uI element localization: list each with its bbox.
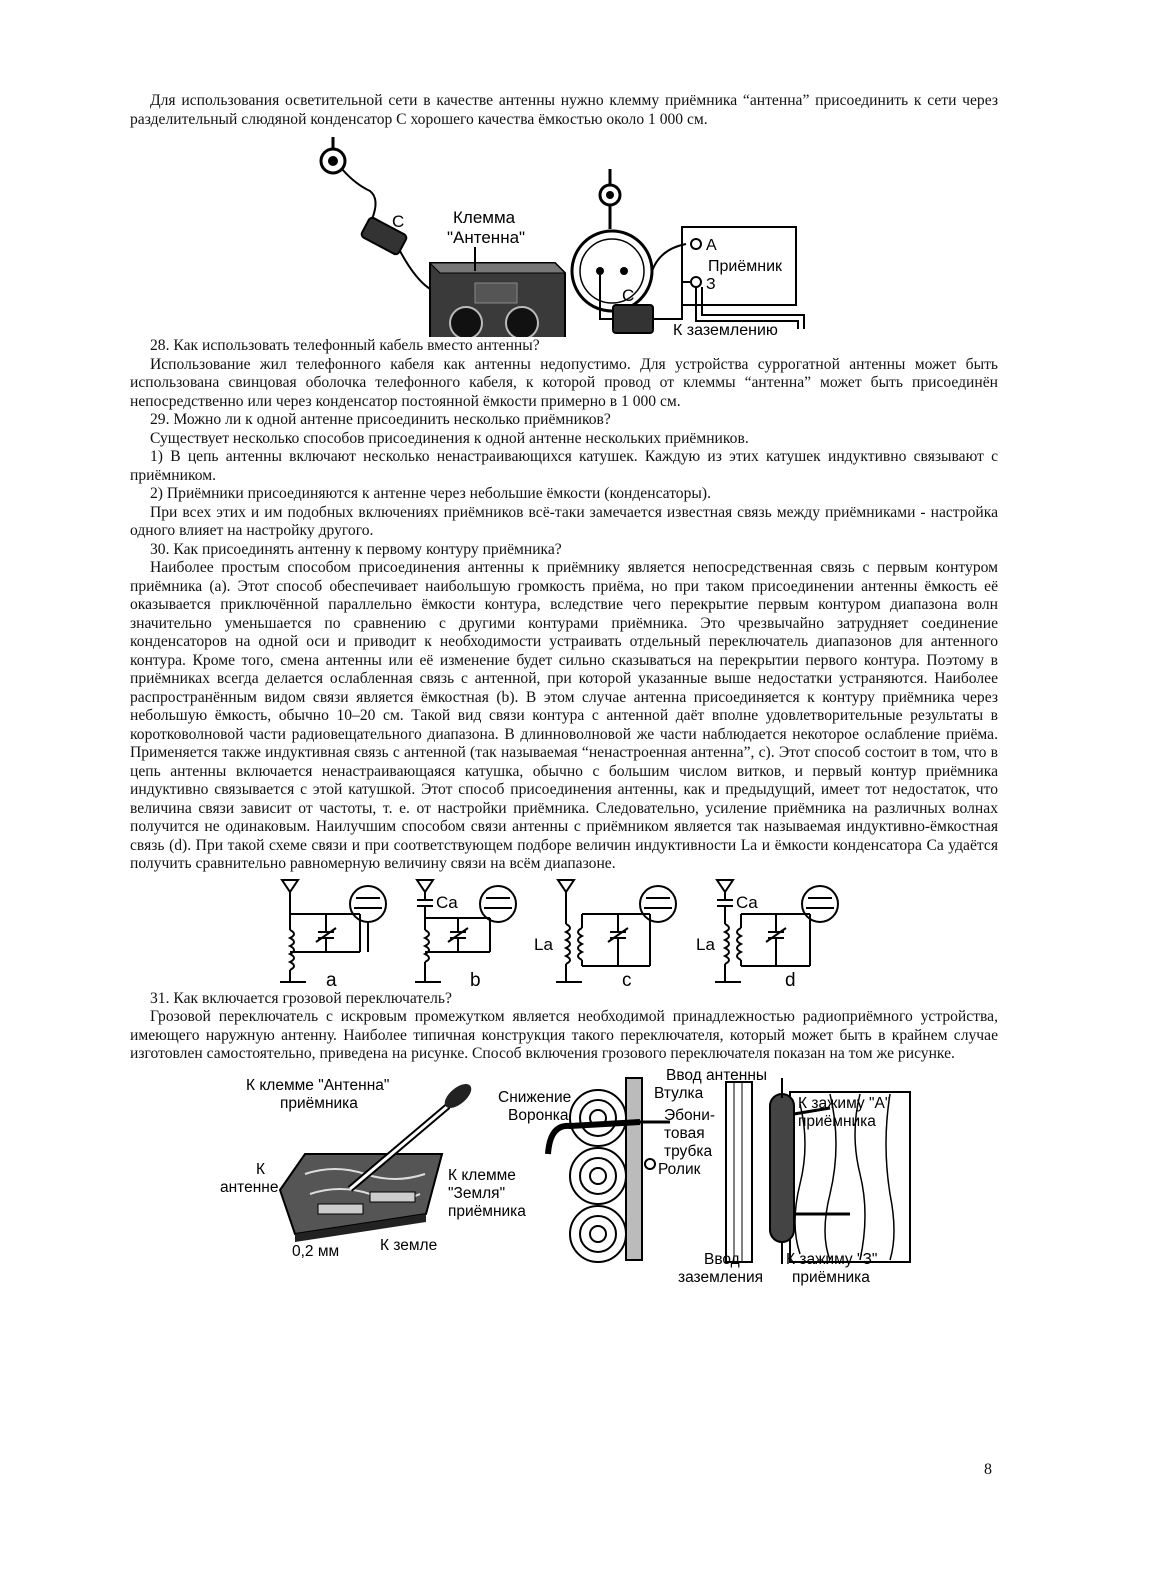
label-ground-entry-2: заземления — [678, 1268, 764, 1286]
page-number: 8 — [984, 1461, 992, 1478]
label-scheme-b: b — [470, 969, 481, 990]
figure-3-drawing — [130, 1064, 998, 1296]
lamp-socket-right — [600, 169, 620, 229]
question-29: 29. Можно ли к одной антенне присоединить несколько приёмников? — [150, 411, 611, 428]
scheme-c — [556, 880, 676, 982]
label-z: З — [706, 276, 716, 293]
label-to-antenna-2: антенне — [220, 1178, 279, 1196]
label-ebonite-2: товая — [664, 1124, 705, 1142]
label-to-ground-terminal-3: приёмника — [448, 1202, 526, 1220]
label-to-clamp-z-2: приёмника — [792, 1268, 870, 1286]
page-content — [130, 92, 998, 1296]
question-31: 31. Как включается грозовой переключатель? — [150, 989, 452, 1007]
scheme-d — [715, 880, 838, 982]
answer-29-item-1: 1) В цепь антенны включают несколько ненастраивающихся катушек. Каждую из этих катушек индуктивно связывают с приёмником. — [130, 448, 998, 484]
question-30: 30. Как присоединять антенну к первому контуру приёмника? — [150, 540, 562, 558]
label-ca-d: Ca — [736, 892, 758, 912]
label-scheme-d: d — [785, 969, 796, 990]
scheme-b — [415, 880, 516, 982]
figure-2-drawing — [130, 874, 998, 990]
label-ca-b: Ca — [436, 892, 458, 912]
label-c-left: С — [392, 212, 405, 231]
label-gap: 0,2 мм — [292, 1242, 340, 1260]
lamp-socket-left — [321, 137, 345, 173]
label-scheme-c: c — [622, 969, 632, 990]
scheme-a — [280, 880, 386, 982]
answer-29-item-2: 2) Приёмники присоединяются к антенне через небольшие ёмкости (конденсаторы). — [150, 485, 711, 502]
label-downlead: Снижение — [498, 1088, 572, 1106]
label-funnel: Воронка — [508, 1106, 569, 1124]
label-to-clamp-a-2: приёмника — [798, 1112, 876, 1130]
label-c-right: С — [622, 286, 635, 305]
label-roller: Ролик — [658, 1160, 701, 1178]
label-to-antenna-terminal-1: К клемме "Антенна" — [246, 1076, 390, 1094]
wall-outlet — [572, 231, 652, 311]
label-ebonite-3: трубка — [664, 1142, 713, 1160]
label-to-ground-terminal-2: "Земля" — [448, 1184, 506, 1202]
label-klemma-1: Клемма — [453, 208, 516, 227]
label-antenna-entry: Ввод антенны — [666, 1066, 768, 1084]
label-to-clamp-z-1: К зажиму "З" — [786, 1250, 878, 1268]
receiver-box-left — [430, 263, 565, 337]
capacitor-c-right — [613, 305, 653, 333]
answer-28: Использование жил телефонного кабеля как антенны недопустимо. Для устройства суррогатной антенны может быть использована свинцовая оболочка телефонного кабеля, к которой провод от клеммы “антенна” может быть присоединён непосредственно или через конденсатор постоянной ёмкости примерно в 1 000 см. — [130, 355, 998, 410]
answer-29-intro: Существует несколько способов присоединения к одной антенне нескольких приёмников. — [150, 429, 749, 447]
figure-lighting-network-antenna — [130, 129, 998, 337]
label-receiver: Приёмник — [708, 258, 783, 275]
intro-paragraph: Для использования осветительной сети в качестве антенны нужно клемму приёмника “антенна” присоединить к сети через разделительный слюдяной конденсатор С хорошего качества ёмкостью около 1 000 см. — [130, 92, 998, 128]
label-ground-entry-1: Ввод — [704, 1250, 740, 1268]
figure-lightning-switch — [130, 1064, 998, 1296]
label-to-antenna-terminal-2: приёмника — [280, 1094, 358, 1112]
label-to-clamp-a-1: К зажиму "А" — [798, 1094, 891, 1112]
answer-30: Наиболее простым способом присоединения антенны к приёмнику является непосредственная связь с первым контуром приёмника (a). Этот способ обеспечивает наибольшую громкость приёма, но при таком присоединении антенны ёмкость её оказывается приключённой параллельно ёмкости контура, вследствие чего перекрытие первым контуром диапазона волн значительно уменьшается по сравнению с другими контурами приёмника. Это чрезвычайно затрудняет соединение конденсаторов на одной оси и приводит к необходимости устраивать отдельный переключатель диапазонов для антенного контура. Кроме того, смена антенны или её изменение будет сильно сказываться на перекрытии первого контура. Поэтому в приёмниках всегда делается ослабленная связь с антенной, при которой указанные выше недостатки устраняются. Наиболее распространённым видом связи является ёмкостная (b). В этом случае антенна присоединяется к контуру приёмника через небольшую ёмкость, обычно 10–20 см. Такой вид связи контура с антенной даёт вполне удовлетворительные результаты в коротковолновой части радиовещательного диапазона. В длинноволновой же части наблюдается некоторое ослабление приёма. Применяется также индуктивная связь с антенной (так называемая “ненастроенная антенна”, c). Этот способ состоит в том, что в цепь антенны включается ненастраивающаяся катушка, обычно с большим числом витков, и первый контур приёмника индуктивно связывается с этой катушкой. Этот способ присоединения антенны, как и предыдущий, имеет тот недостаток, что величина связи зависит от частоты, т. е. от настройки приёмника. Следовательно, усиление приёмника на различных волнах получится не одинаковым. Наилучшим способом связи антенны с приёмником является так называемая индуктивно-ёмкостная связь (d). При такой схеме связи и при соответствующем подборе величин индуктивности La и ёмкости конденсатора Ca удаётся получить сравнительно равномерную величину связи на всём диапазоне. — [130, 559, 998, 872]
label-to-antenna-1: К — [256, 1160, 266, 1178]
label-ebonite-1: Эбони- — [664, 1106, 716, 1124]
label-bushing: Втулка — [654, 1084, 704, 1102]
label-to-ground: К земле — [380, 1236, 438, 1254]
label-scheme-a: a — [326, 969, 337, 990]
label-ground: К заземлению — [673, 322, 778, 337]
figure-antenna-coupling-schemes — [130, 874, 998, 990]
label-to-ground-terminal-1: К клемме — [448, 1166, 516, 1184]
figure-1-drawing — [130, 129, 998, 337]
label-la-c: La — [534, 934, 553, 954]
label-la-d: La — [696, 934, 715, 954]
label-klemma-2: "Антенна" — [447, 228, 526, 247]
question-28: 28. Как использовать телефонный кабель вместо антенны? — [150, 337, 540, 354]
answer-29-note: При всех этих и им подобных включениях приёмников всё-таки замечается известная связь между приёмниками - настройка одного влияет на настройку другого. — [130, 503, 998, 539]
answer-31: Грозовой переключатель с искровым промежутком является необходимой принадлежностью радиоприёмного устройства, имеющего наружную антенну. Наиболее типичная конструкция такого переключателя, который может быть в крайнем случае изготовлен самостоятельно, приведена на рисунке. Способ включения грозового переключателя показан на том же рисунке. — [130, 1008, 998, 1062]
label-a: А — [706, 237, 717, 254]
